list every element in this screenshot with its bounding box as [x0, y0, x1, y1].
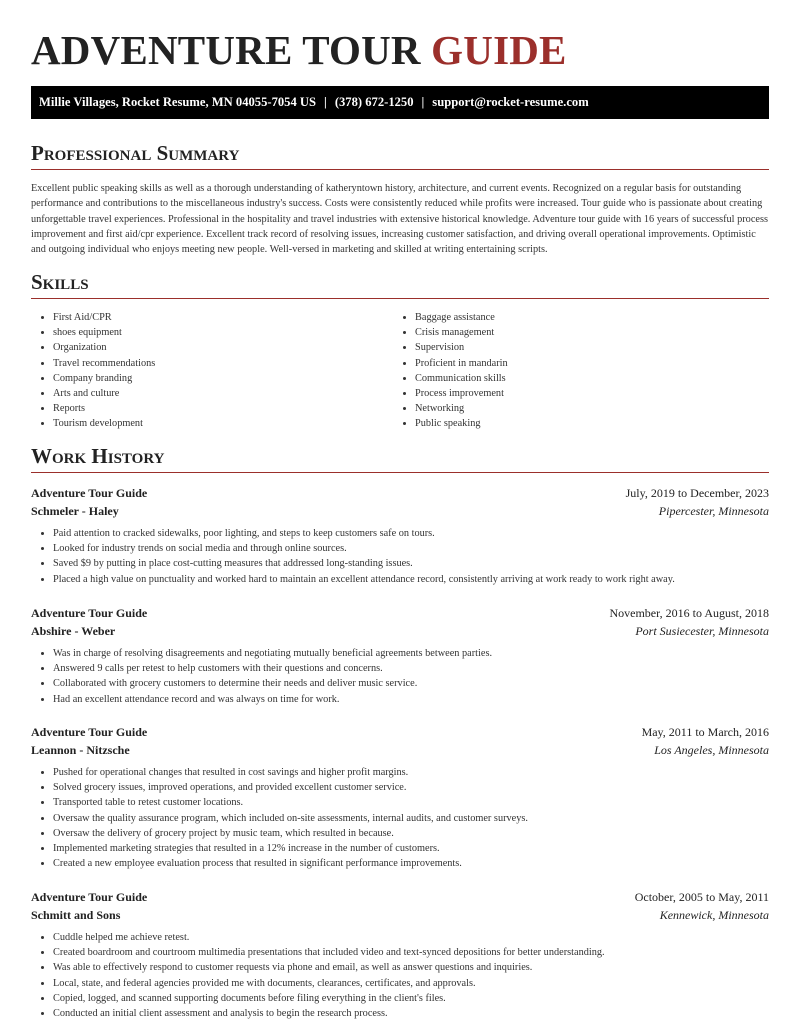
- skills-column-right: [393, 310, 508, 432]
- skill-item: • Baggage assistance: [415, 310, 508, 325]
- job-title: Adventure Tour Guide: [31, 725, 148, 739]
- job-company: Schmitt and Sons: [31, 907, 121, 922]
- title-main: ADVENTURE TOUR: [31, 27, 432, 73]
- work-history-heading: Work History: [31, 443, 769, 473]
- job-bullet: • Was able to effectively respond to customer requests via phone and email, as well as answer questions and inquiries.: [53, 960, 769, 975]
- job-dates: October, 2005 to May, 2011: [634, 890, 769, 904]
- job-bullet: • Collaborated with grocery customers to determine their needs and deliver music service.: [53, 676, 769, 691]
- job-title: Adventure Tour Guide: [31, 486, 148, 500]
- job-company-row: [31, 907, 769, 925]
- skill-item: • Crisis management: [415, 325, 508, 340]
- job-location: Los Angeles, Minnesota: [654, 742, 769, 757]
- job-bullets: [31, 765, 769, 871]
- job-bullet: • Paid attention to cracked sidewalks, poor lighting, and steps to keep customers safe on tours.: [53, 526, 769, 541]
- skill-item: • Supervision: [415, 340, 508, 355]
- skill-item: • shoes equipment: [53, 325, 155, 340]
- job-bullet: • Looked for industry trends on social media and through online sources.: [53, 541, 769, 556]
- job-bullet: • Created a new employee evaluation process that resulted in significant performance improvements.: [53, 856, 769, 871]
- job-header-row: [31, 889, 769, 907]
- skill-item: • First Aid/CPR: [53, 310, 155, 325]
- contact-phone[interactable]: (378) 672-1250: [334, 95, 414, 109]
- job-company-row: [31, 503, 769, 521]
- skill-item: • Public speaking: [415, 416, 508, 431]
- contact-email[interactable]: support@rocket-resume.com: [432, 95, 589, 109]
- job-bullet: • Copied, logged, and scanned supporting documents before filing everything in the client's files.: [53, 991, 769, 1006]
- job-bullets: [31, 646, 769, 707]
- job-bullet: • Transported table to retest customer locations.: [53, 795, 769, 810]
- job-bullets: [31, 930, 769, 1021]
- job-company-row: [31, 623, 769, 641]
- job-title: Adventure Tour Guide: [31, 606, 148, 620]
- job-bullet: • Saved $9 by putting in place cost-cutting measures that addressed long-standing issues.: [53, 556, 769, 571]
- contact-separator: |: [421, 95, 425, 109]
- job-header-row: [31, 605, 769, 623]
- job-dates: November, 2016 to August, 2018: [609, 606, 769, 620]
- job-company: Abshire - Weber: [31, 623, 116, 638]
- skill-item: • Organization: [53, 340, 155, 355]
- job-bullet: • Answered 9 calls per retest to help customers with their questions and concerns.: [53, 661, 769, 676]
- summary-heading: Professional Summary: [31, 140, 769, 170]
- skill-item: • Process improvement: [415, 386, 508, 401]
- skill-item: • Tourism development: [53, 416, 155, 431]
- job-company-row: [31, 742, 769, 760]
- job-bullet: • Cuddle helped me achieve retest.: [53, 930, 769, 945]
- contact-address: Millie Villages, Rocket Resume, MN 04055-7054 US: [39, 95, 317, 109]
- job-location: Pipercester, Minnesota: [658, 503, 769, 518]
- job-title: Adventure Tour Guide: [31, 890, 148, 904]
- job-header-row: [31, 724, 769, 742]
- job-bullet: • Pushed for operational changes that resulted in cost savings and higher profit margins.: [53, 765, 769, 780]
- skill-item: • Arts and culture: [53, 386, 155, 401]
- job-bullet: • Placed a high value on punctuality and worked hard to maintain an excellent attendance record, consistently arriving at work ready to work right away.: [53, 572, 769, 587]
- contact-bar: [31, 86, 769, 119]
- resume-title: [31, 26, 567, 74]
- skills-column-left: [31, 310, 155, 432]
- job-location: Port Susiecester, Minnesota: [635, 623, 769, 638]
- job-entry: [31, 724, 769, 871]
- job-bullets: [31, 526, 769, 587]
- job-entry: [31, 605, 769, 707]
- job-bullet: • Oversaw the delivery of grocery project by music team, which resulted in because.: [53, 826, 769, 841]
- skill-item: • Travel recommendations: [53, 356, 155, 371]
- job-bullet: • Oversaw the quality assurance program, which included on-site assessments, internal audits, and customer surveys.: [53, 811, 769, 826]
- job-entry: [31, 889, 769, 1021]
- job-bullet: • Local, state, and federal agencies provided me with documents, clearances, certificates, and approvals.: [53, 976, 769, 991]
- skill-item: • Networking: [415, 401, 508, 416]
- job-dates: July, 2019 to December, 2023: [625, 486, 769, 500]
- skill-item: • Communication skills: [415, 371, 508, 386]
- skill-item: • Reports: [53, 401, 155, 416]
- job-bullet: • Created boardroom and courtroom multimedia presentations that included video and text-synced depositions for better understanding.: [53, 945, 769, 960]
- skills-heading: Skills: [31, 269, 769, 299]
- job-bullet: • Implemented marketing strategies that resulted in a 12% increase in the number of customers.: [53, 841, 769, 856]
- summary-text: Excellent public speaking skills as well as a thorough understanding of katheryntown history, architecture, and current events. Recognized on a regular basis for outstanding performance and contributions to the miscellaneous industry's success. Costs were consistently reduced while profits were increased. Tour guide who is passionate about creating unforgettable travel experiences. Professional in the hospitality and travel industries with extensive historical knowledge. Adventure tour guide with 16 years of successful process improvement and first aid/cpr experience. Excellent track record of resolving issues, increasing customer satisfaction, and driving overall operational improvements. Optimistic and outgoing individual who enjoys meeting new people. Well-versed in marketing and skilled at writing entertaining scripts.: [31, 183, 768, 256]
- job-entry: [31, 485, 769, 587]
- job-bullet: • Was in charge of resolving disagreements and negotiating mutually beneficial agreements between parties.: [53, 646, 769, 661]
- job-company: Leannon - Nitzsche: [31, 742, 130, 757]
- skill-item: • Company branding: [53, 371, 155, 386]
- job-location: Kennewick, Minnesota: [659, 907, 769, 922]
- job-bullet: • Solved grocery issues, improved operations, and provided excellent customer service.: [53, 780, 769, 795]
- job-bullet: • Conducted an initial client assessment and analysis to begin the research process.: [53, 1006, 769, 1021]
- job-header-row: [31, 485, 769, 503]
- skill-item: • Proficient in mandarin: [415, 356, 508, 371]
- job-company: Schmeler - Haley: [31, 503, 119, 518]
- job-dates: May, 2011 to March, 2016: [641, 725, 769, 739]
- job-bullet: • Had an excellent attendance record and was always on time for work.: [53, 692, 769, 707]
- contact-separator: |: [324, 95, 327, 109]
- title-accent: GUIDE: [431, 27, 567, 73]
